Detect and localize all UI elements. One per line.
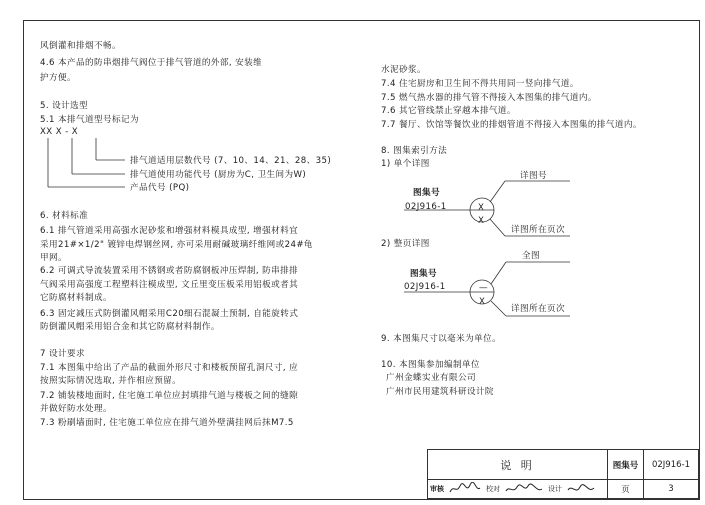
text-line: 6.1 排气管道采用高强水泥砂浆和增强材料模具成型, 增强材料宜 bbox=[40, 226, 299, 236]
text-line: 7.2 铺装楼地面时, 住宅施工单位应封填排气道与楼板之间的缝隙 bbox=[40, 391, 299, 401]
index-bottom-x: X bbox=[478, 216, 485, 226]
atlas-code: 02J916-1 bbox=[404, 282, 446, 292]
text-line: 7.1 本图集中给出了产品的截面外形尺寸和楼板预留孔洞尺寸, 应 bbox=[40, 363, 299, 373]
index-top-x: X bbox=[478, 203, 485, 213]
full-drawing-label: 全图 bbox=[522, 251, 540, 261]
atlas-code: 02J916-1 bbox=[405, 202, 447, 212]
atlas-number-label: 图集号 bbox=[410, 269, 437, 279]
designer-signature bbox=[566, 482, 596, 496]
text-line: 7.5 燃气热水器的排气管不得接入本图集的排气道内。 bbox=[381, 93, 597, 103]
detail-number-label: 详图号 bbox=[520, 171, 547, 181]
text-line: 2) 整页详图 bbox=[381, 239, 430, 249]
model-code: XX X - X bbox=[40, 127, 79, 137]
signature-row bbox=[427, 479, 608, 499]
text-line: 并做好防水处理。 bbox=[40, 404, 112, 414]
text-line: 它防腐材料制成。 bbox=[40, 293, 112, 303]
section-heading: 7 设计要求 bbox=[40, 349, 85, 359]
atlas-number-label: 图集号 bbox=[607, 449, 644, 480]
section-heading: 8. 图集索引方法 bbox=[381, 146, 448, 156]
text-line: 7.3 粉刷墙面时, 住宅施工单位应在排气道外壁满挂网后抹M7.5 bbox=[40, 418, 294, 428]
legend-item: 产品代号 (PQ) bbox=[130, 183, 190, 193]
atlas-number-value: 02J916-1 bbox=[643, 449, 699, 480]
legend-item: 排气道使用功能代号 (厨房为C, 卫生间为W) bbox=[130, 170, 307, 180]
text-line: 7.7 餐厅、饮馆等餐饮业的排烟管道不得接入本图集的排气道内。 bbox=[381, 120, 642, 130]
page-location-label: 详图所在页次 bbox=[511, 304, 565, 314]
sheet-title: 说 明 bbox=[427, 449, 608, 480]
review-label: 审核 bbox=[430, 485, 444, 493]
section-heading: 5. 设计选型 bbox=[40, 101, 89, 111]
index-bottom-x: X bbox=[479, 297, 486, 307]
text-line: 甲网。 bbox=[40, 253, 67, 263]
text-line: 7.6 其它管线禁止穿越本排气道。 bbox=[381, 106, 516, 116]
text-line: 气阀采用高强度工程塑料注模成型, 文丘里变压板采用铝板或者其 bbox=[40, 280, 299, 290]
text-line: 10. 本图集参加编制单位 bbox=[381, 360, 480, 370]
legend-item: 排气道适用层数代号 (7、10、14、21、28、35) bbox=[130, 156, 332, 166]
checker-signature bbox=[504, 482, 544, 496]
text-line: 防倒灌风帽采用铝合金和其它防腐材料制作。 bbox=[40, 322, 220, 332]
index-dash: — bbox=[479, 283, 488, 293]
page-label: 页 bbox=[607, 479, 644, 499]
text-line: 9. 本图集尺寸以毫米为单位。 bbox=[381, 334, 502, 344]
text-line: 水泥砂浆。 bbox=[381, 65, 426, 75]
text-line: 7.4 住宅厨房和卫生间不得共用同一竖向排气道。 bbox=[381, 79, 579, 89]
page-location-label: 详图所在页次 bbox=[511, 225, 565, 235]
text-line: 6.3 固定减压式防倒灌风帽采用C20细石混凝土预制, 自能旋转式 bbox=[40, 309, 299, 319]
text-line: 4.6 本产品的防串烟排气阀位于排气管道的外部, 安装维 bbox=[40, 58, 263, 68]
title-block bbox=[427, 449, 699, 499]
text-line: 风倒灌和排烟不畅。 bbox=[40, 41, 121, 51]
text-line: 5.1 本排气道型号标记为 bbox=[40, 115, 139, 125]
reviewer-signature bbox=[448, 482, 482, 496]
page-value: 3 bbox=[643, 479, 699, 499]
check-label: 校对 bbox=[486, 485, 500, 493]
text-line: 6.2 可调式导流装置采用不锈钢或者防腐钢板冲压焊制, 防串排排 bbox=[40, 266, 299, 276]
organization: 广州金蝶实业有限公司 bbox=[386, 373, 476, 383]
text-line: 按照实际情况选取, 并作相应预留。 bbox=[40, 376, 182, 386]
atlas-number-label: 图集号 bbox=[413, 188, 440, 198]
text-line: 采用21#×1/2" 镀锌电焊钢丝网, 亦可采用耐碱玻璃纤维网或24#龟 bbox=[40, 240, 313, 250]
design-label: 设计 bbox=[548, 485, 562, 493]
organization: 广州市民用建筑科研设计院 bbox=[386, 387, 494, 397]
section-heading: 6. 材料标准 bbox=[40, 211, 89, 221]
text-line: 护方便。 bbox=[40, 73, 76, 83]
text-line: 1) 单个详图 bbox=[381, 159, 430, 169]
